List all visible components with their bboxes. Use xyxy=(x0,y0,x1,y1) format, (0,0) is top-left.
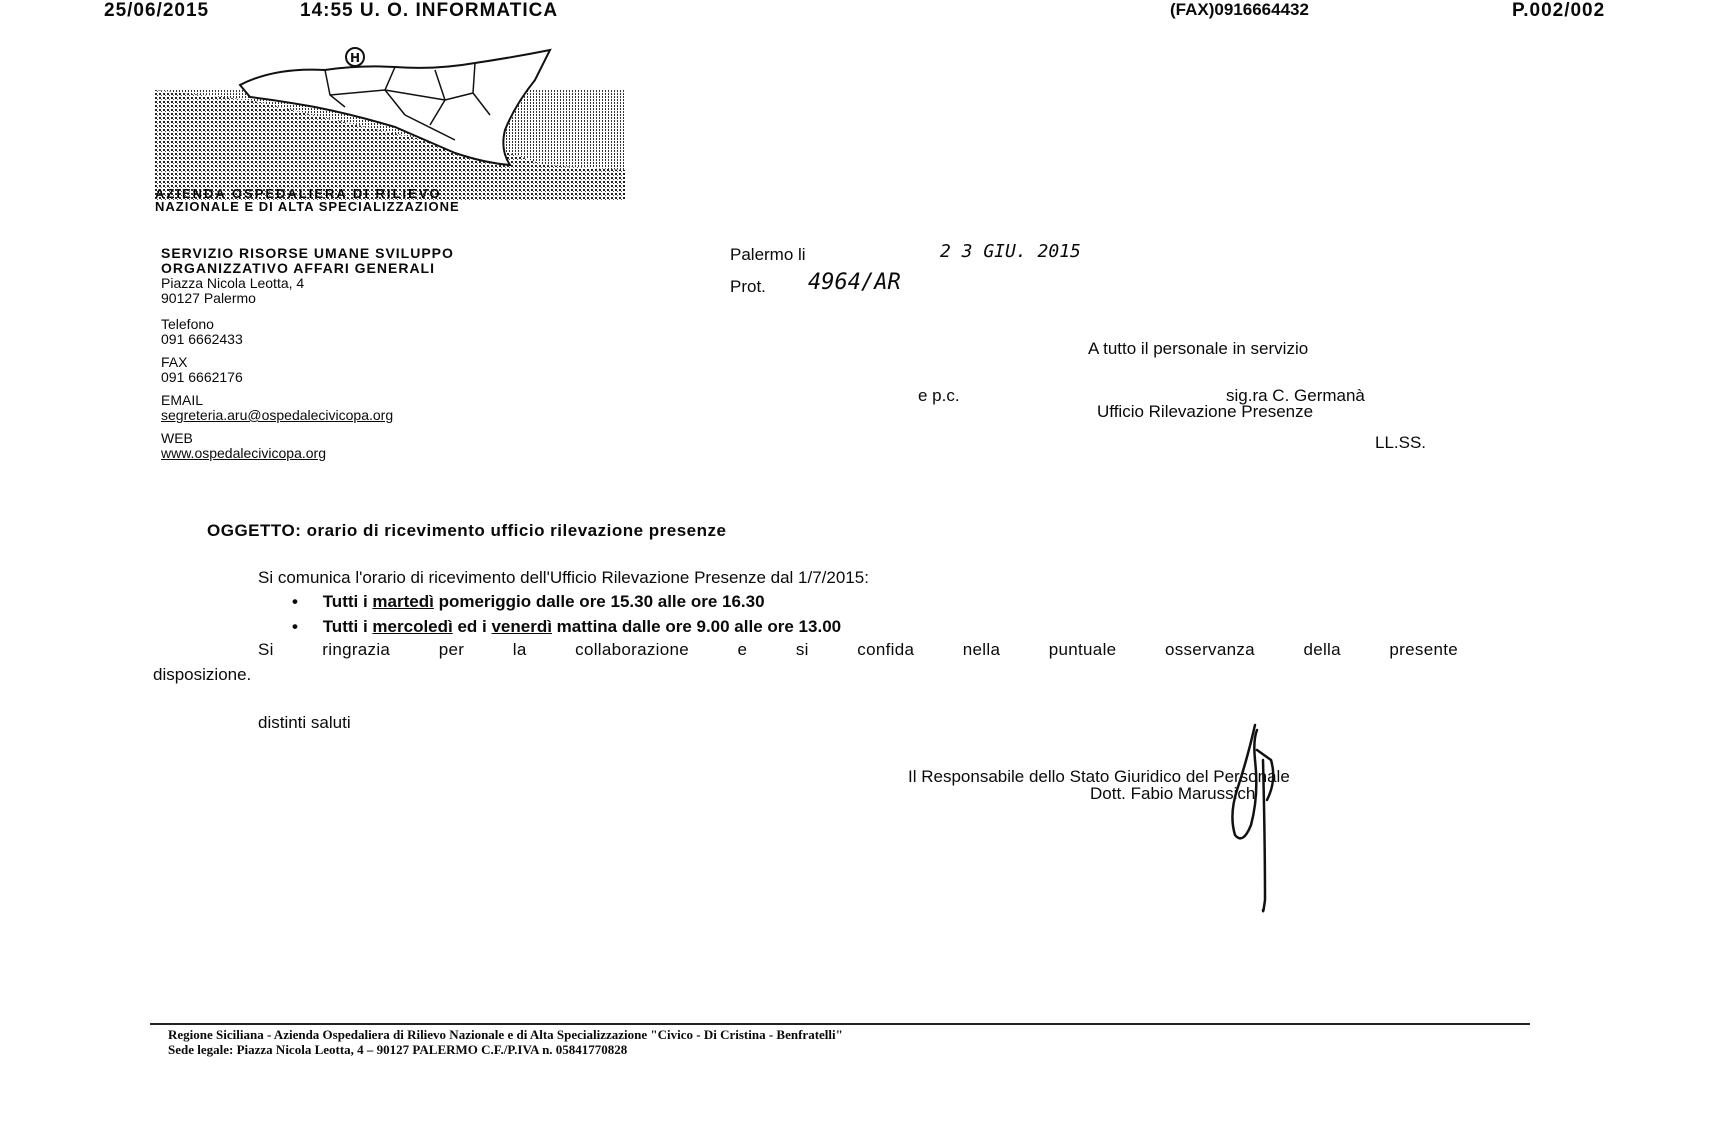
fax-time-sender: 14:55 U. O. INFORMATICA xyxy=(300,0,559,21)
sender-block xyxy=(161,246,454,306)
body-intro: Si comunica l'orario di ricevimento dell'Ufficio Rilevazione Presenze dal 1/7/2015: xyxy=(258,568,869,587)
email-label: EMAIL xyxy=(161,392,204,408)
hospital-logo xyxy=(155,45,625,200)
fax-page: P.002/002 xyxy=(1512,0,1606,21)
bullet-2-text-a: Tutti i xyxy=(322,617,373,636)
email-link[interactable]: segreteria.aru@ospedalecivicopa.org xyxy=(161,407,394,423)
phone-label: Telefono xyxy=(161,316,214,332)
address-line1: Piazza Nicola Leotta, 4 xyxy=(161,275,305,291)
department-line1: SERVIZIO RISORSE UMANE SVILUPPO xyxy=(161,245,454,261)
bullet-2-text-b: ed i xyxy=(452,617,492,636)
bullet-1 xyxy=(292,592,765,612)
logo-line2: NAZIONALE E DI ALTA SPECIALIZZAZIONE xyxy=(155,199,460,214)
bullet-2-text-c: mattina dalle ore 9.00 alle ore 13.00 xyxy=(551,617,842,636)
contact-block xyxy=(161,317,393,461)
prot-handwritten: 4964/AR xyxy=(808,270,901,295)
fax-value: 091 6662176 xyxy=(161,369,243,385)
phone-number: 091 6662433 xyxy=(161,331,243,347)
cc-office: Ufficio Rilevazione Presenze xyxy=(1097,402,1314,421)
bullet-dot-icon: • xyxy=(292,592,298,611)
department-line2: ORGANIZZATIVO AFFARI GENERALI xyxy=(161,260,435,276)
subject-line: OGGETTO: orario di ricevimento ufficio rilevazione presenze xyxy=(207,521,727,540)
logo-line1: AZIENDA OSPEDALIERA DI RILIEVO xyxy=(155,186,442,201)
body-closing-line1: Si ringrazia per la collaborazione e si confida nella puntuale osservanza della presente xyxy=(258,640,1458,659)
sicily-map-icon xyxy=(155,45,625,200)
fax-date: 25/06/2015 xyxy=(104,0,210,21)
footer-rule xyxy=(150,1023,1530,1025)
bullet-dot-icon: • xyxy=(292,617,298,636)
stamp-date: 2 3 GIU. 2015 xyxy=(940,241,1081,262)
place-label: Palermo li xyxy=(730,245,806,264)
bullet-1-text-a: Tutti i xyxy=(322,592,373,611)
cc-name: sig.ra C. Germanà xyxy=(1226,386,1365,405)
llss: LL.SS. xyxy=(1375,433,1427,452)
footer-line1: Regione Siciliana - Azienda Ospedaliera di Rilievo Nazionale e di Alta Specializzazione "Civico - Di Cristina - Benfratelli" xyxy=(168,1027,843,1042)
cc-label: e p.c. xyxy=(918,386,960,405)
fax-number: (FAX)0916664432 xyxy=(1170,0,1309,19)
web-label: WEB xyxy=(161,430,193,446)
prot-label: Prot. xyxy=(730,277,766,296)
body-closing-line2: disposizione. xyxy=(153,665,252,684)
bullet-1-text-b: pomeriggio dalle ore 15.30 alle ore 16.30 xyxy=(433,592,765,611)
svg-text:H: H xyxy=(349,51,361,65)
bullet-2-day2: venerdì xyxy=(491,617,552,636)
signatory-name: Dott. Fabio Marussich xyxy=(1090,784,1256,803)
web-link[interactable]: www.ospedalecivicopa.org xyxy=(161,445,326,461)
bullet-2 xyxy=(292,617,841,637)
address-line2: 90127 Palermo xyxy=(161,290,256,306)
bullet-2-day1: mercoledì xyxy=(372,617,453,636)
footer-line2: Sede legale: Piazza Nicola Leotta, 4 – 90127 PALERMO C.F./P.IVA n. 05841770828 xyxy=(168,1042,628,1057)
handwritten-signature-icon xyxy=(1215,720,1315,920)
greeting: distinti saluti xyxy=(258,713,351,732)
signatory-role: Il Responsabile dello Stato Giuridico del Personale xyxy=(908,767,1290,786)
fax-label: FAX xyxy=(161,354,188,370)
recipient-to: A tutto il personale in servizio xyxy=(1088,339,1309,358)
bullet-1-day: martedì xyxy=(372,592,434,611)
